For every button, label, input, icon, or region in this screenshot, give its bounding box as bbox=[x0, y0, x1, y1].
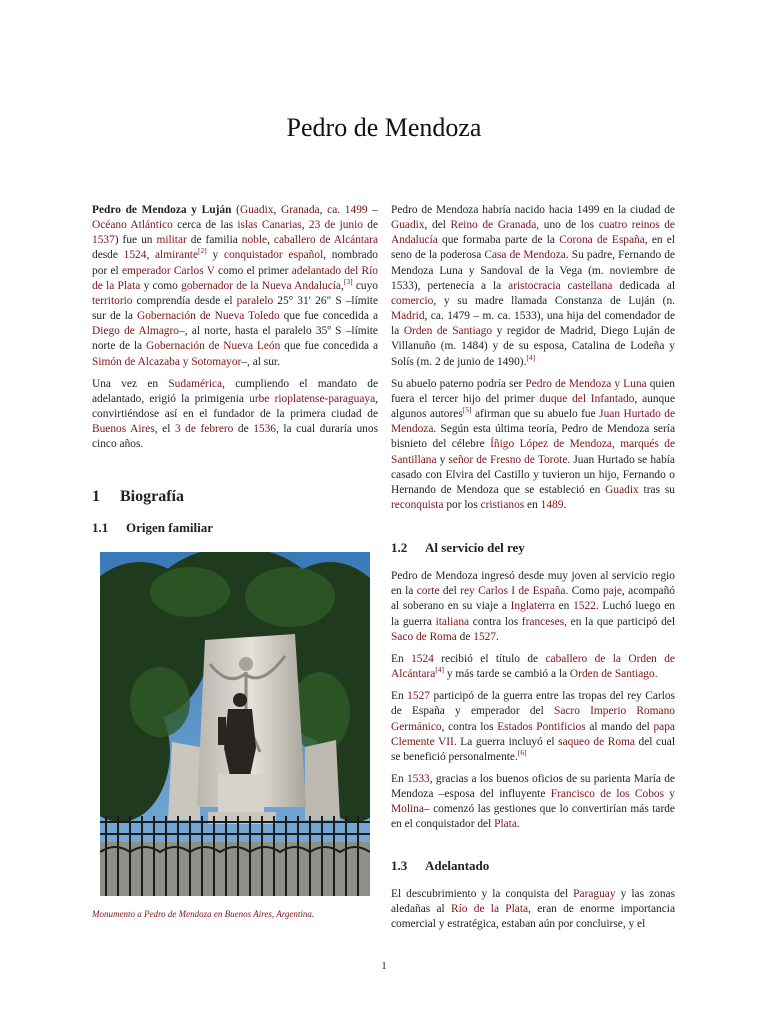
inline-link[interactable]: 3 de febrero bbox=[174, 423, 234, 436]
caption-text: en bbox=[211, 908, 225, 919]
inline-link[interactable]: Guadix bbox=[391, 219, 425, 232]
text-run: que fue concedida a bbox=[280, 340, 378, 353]
caption-link[interactable]: Monumento a Pedro de Mendoza bbox=[92, 908, 212, 919]
text-run: como el primer bbox=[214, 264, 292, 277]
caption-link[interactable]: Argentina bbox=[276, 908, 312, 919]
text-run: del bbox=[439, 585, 461, 598]
inline-link[interactable]: conquistador español bbox=[223, 249, 324, 262]
text-run: , la cual duraría unos cinco años. bbox=[92, 423, 378, 451]
text-run: . bbox=[563, 498, 567, 511]
page-number: 1 bbox=[381, 960, 387, 972]
text-run: y las zonas aledañas al bbox=[391, 887, 676, 915]
text-run: . Según esta última teoría, Pedro de Mendoza sería bisnieto del célebre bbox=[391, 423, 675, 451]
inline-link[interactable]: 1524 bbox=[411, 652, 434, 665]
text-run: , bbox=[267, 234, 274, 247]
inline-link[interactable]: aristocracia castellana bbox=[508, 279, 613, 292]
text-run: , del bbox=[424, 219, 451, 232]
text-run: . Como bbox=[565, 585, 603, 598]
subsection-title: Al servicio del rey bbox=[425, 540, 525, 556]
text-run: Pedro de Mendoza habría nacido hacia 1499 en la ciudad de bbox=[391, 204, 675, 216]
subsection-number: 1.1 bbox=[92, 519, 109, 535]
inline-link[interactable]: ca. 1499 bbox=[327, 204, 368, 216]
text-run: –, al sur. bbox=[241, 355, 280, 368]
text-run: . bbox=[496, 630, 499, 643]
subsection-number: 1.3 bbox=[391, 857, 408, 873]
citation-link[interactable]: [4] bbox=[526, 352, 536, 362]
paragraph bbox=[391, 569, 675, 645]
inline-link[interactable]: comercio bbox=[391, 294, 434, 307]
inline-link[interactable]: 1489 bbox=[540, 498, 564, 511]
citation bbox=[198, 247, 207, 256]
page-title: Pedro de Mendoza bbox=[286, 113, 482, 142]
inline-link[interactable]: Simón de Alcazaba y Sotomayor bbox=[92, 355, 242, 368]
inline-link[interactable]: cristianos bbox=[480, 498, 525, 511]
text-run: y regidor de Madrid, Diego Luján de Villanuño (m. 1484) y de su esposa, Catalina de Lodeña y Solís (m. 2 de junio de 1490). bbox=[391, 325, 676, 368]
inline-link[interactable]: 1524 bbox=[123, 249, 147, 262]
inline-link[interactable]: almirante bbox=[155, 249, 199, 262]
text-run: El descubrimiento y la conquista del bbox=[391, 887, 574, 900]
text-run: Una vez en bbox=[92, 377, 169, 390]
citation-link[interactable]: [2] bbox=[198, 246, 207, 256]
section-number: 1 bbox=[92, 487, 100, 505]
subsection-heading bbox=[391, 539, 675, 557]
text-run: , ca. 1479 – m. ca. 1533), una hija del comendador de la bbox=[391, 310, 675, 338]
inline-link[interactable]: Diego de Almagro bbox=[92, 325, 179, 338]
text-run: de bbox=[233, 423, 254, 436]
subsection-heading bbox=[92, 519, 378, 537]
text-run: , contra los bbox=[441, 720, 498, 733]
text-run: , bbox=[319, 204, 328, 216]
inline-link[interactable]: reconquista bbox=[391, 498, 444, 511]
text-run: . Juan Hurtado se había casado con Elvira del Castillo y tuvieron un hijo, Fernando o Hernando de Mendoza que se estableció en bbox=[391, 453, 675, 496]
text-run: , uno de los bbox=[536, 219, 599, 232]
inline-link[interactable]: Guadix bbox=[239, 204, 274, 216]
caption-text: . bbox=[311, 908, 315, 919]
subsection-heading bbox=[391, 857, 675, 875]
paragraph bbox=[391, 652, 675, 682]
text-run: 25° 31′ 26″ S –límite sur de la bbox=[92, 294, 378, 323]
text-run: , en el seno de la poderosa bbox=[391, 234, 676, 262]
text-run: desde bbox=[92, 249, 124, 262]
text-run: por los bbox=[443, 498, 481, 511]
inline-link[interactable]: 1527 bbox=[407, 690, 430, 703]
text-run: cuyo bbox=[352, 279, 378, 292]
section-title: Biografía bbox=[120, 487, 184, 505]
inline-link[interactable]: 1527 bbox=[473, 630, 497, 643]
text-run: ) fue un bbox=[114, 234, 157, 247]
caption-text: , bbox=[271, 908, 277, 919]
inline-link[interactable]: saqueo de Roma bbox=[558, 735, 635, 748]
inline-link[interactable]: islas Canarias bbox=[237, 219, 302, 232]
text-run: Su abuelo paterno podría ser bbox=[391, 377, 526, 390]
text-run: . La guerra incluyó el bbox=[453, 735, 559, 748]
text-run: y más tarde se cambió a la bbox=[444, 668, 570, 681]
text-run: , nombrado por el bbox=[92, 249, 378, 277]
inline-link[interactable]: Íñigo López de Mendoza, marqués de Santillana bbox=[391, 438, 676, 466]
text-run: en bbox=[554, 600, 574, 613]
text-run: , bbox=[273, 204, 282, 216]
inline-link[interactable]: señor de Fresno de Torote bbox=[448, 453, 568, 466]
text-run: . Su padre, Fernando de Mendoza Luna y Sandoval de la Vega (m. noviembre de 1533), pertenecía a la bbox=[391, 249, 675, 292]
inline-link[interactable]: Francisco de los Cobos y Molina bbox=[391, 788, 675, 816]
inline-link[interactable]: urbe rioplatense-paraguaya bbox=[249, 392, 376, 405]
inline-link[interactable]: 1533 bbox=[406, 773, 430, 785]
text-run: ( bbox=[231, 204, 240, 216]
inline-link[interactable]: 1536 bbox=[253, 423, 276, 436]
inline-link[interactable]: Orden de Santiago bbox=[569, 668, 655, 681]
inline-link[interactable]: papa Clemente VII bbox=[391, 720, 675, 748]
text-run: , convirtiéndose así en el fundador de la primera ciudad de bbox=[92, 392, 378, 421]
text-run: , cumpliendo el mandato de adelantado, erigió la primigenia bbox=[92, 377, 379, 405]
text-run: de bbox=[456, 630, 474, 643]
inline-link[interactable]: duque del Infantado bbox=[539, 392, 635, 405]
text-run: y como bbox=[140, 279, 182, 292]
inline-link[interactable]: Gobernación de Nueva Toledo bbox=[136, 310, 280, 323]
text-run: de bbox=[362, 219, 379, 232]
paragraph bbox=[391, 203, 675, 370]
text-run: , el bbox=[154, 423, 175, 436]
inline-link[interactable]: emperador Carlos V bbox=[121, 264, 215, 277]
inline-link[interactable]: Río de la Plata bbox=[451, 902, 529, 915]
inline-link[interactable]: caballero de Alcántara bbox=[273, 234, 378, 247]
figure-caption bbox=[92, 908, 378, 920]
inline-link[interactable]: corte bbox=[416, 585, 440, 598]
text-run: , aunque algunos autores bbox=[391, 392, 676, 421]
citation bbox=[518, 748, 527, 757]
inline-link[interactable]: Sudamérica bbox=[168, 377, 223, 390]
text-run: – bbox=[367, 204, 378, 216]
paragraph bbox=[391, 887, 675, 932]
text-run: , gracias a los buenos oficios de su parienta María de Mendoza –esposa del influyente bbox=[391, 773, 675, 801]
monument-image bbox=[100, 552, 370, 896]
text-run: , bbox=[146, 249, 155, 262]
left-column bbox=[92, 203, 378, 920]
text-run: que formaba parte de la bbox=[437, 234, 560, 247]
text-run: contra los bbox=[469, 615, 522, 628]
inline-link[interactable]: 1537 bbox=[92, 234, 115, 247]
intro-paragraph bbox=[92, 377, 378, 453]
inline-link[interactable]: Madrid bbox=[391, 310, 425, 323]
text-run: , eran de enorme importancia comercial y estratégica, estaban aún por concluirse, y el bbox=[391, 902, 675, 930]
text-run: Pedro de Mendoza ingresó desde muy joven al servicio regio en la bbox=[391, 570, 675, 598]
citation bbox=[526, 353, 535, 362]
right-column bbox=[391, 203, 675, 939]
caption-link[interactable]: Buenos Aires bbox=[224, 908, 272, 919]
text-run: recibió el título de bbox=[433, 652, 546, 665]
inline-link[interactable]: Plata bbox=[494, 818, 517, 831]
inline-link[interactable]: Sacro Imperio Romano Germánico bbox=[391, 705, 675, 733]
text-run: y bbox=[206, 249, 224, 262]
text-run: en bbox=[524, 498, 541, 511]
text-run: En bbox=[391, 773, 407, 785]
inline-link[interactable]: 1522 bbox=[573, 600, 596, 613]
inline-link[interactable]: paje bbox=[602, 585, 622, 598]
citation-link[interactable]: [6] bbox=[517, 748, 527, 758]
citation-link[interactable]: [3] bbox=[343, 276, 353, 286]
inline-link[interactable]: paralelo bbox=[236, 294, 274, 307]
text-run: quien fuera el tercer hijo del primer bbox=[391, 377, 675, 405]
inline-link[interactable]: franceses bbox=[521, 615, 565, 628]
inline-link[interactable]: Casa de Mendoza bbox=[484, 249, 566, 262]
text-run: de familia bbox=[186, 234, 242, 247]
inline-link[interactable]: Juan Hurtado de Mendoza bbox=[391, 408, 675, 436]
subsection-title: Origen familiar bbox=[126, 519, 214, 535]
inline-link[interactable]: noble bbox=[241, 234, 268, 247]
text-run: participó de la guerra entre las tropas del rey Carlos de España y emperador del bbox=[391, 690, 675, 718]
inline-link[interactable]: Guadix bbox=[605, 483, 639, 496]
inline-link[interactable]: Inglaterra bbox=[510, 600, 555, 613]
text-run: cerca de las bbox=[172, 219, 238, 232]
inline-link[interactable]: Océano Atlántico bbox=[92, 219, 173, 232]
intro-paragraph bbox=[92, 203, 378, 370]
text-run: que fue concedida a bbox=[279, 310, 378, 323]
inline-link[interactable]: Estados Pontificios bbox=[497, 720, 586, 733]
bold-term: Pedro de Mendoza y Luján bbox=[92, 204, 232, 216]
citation-link[interactable]: [5] bbox=[462, 405, 472, 415]
inline-link[interactable]: Saco de Roma bbox=[391, 630, 457, 643]
text-run: al mando del bbox=[585, 720, 654, 733]
inline-link[interactable]: militar bbox=[156, 234, 187, 247]
monument-photo bbox=[100, 552, 370, 896]
inline-link[interactable]: 23 de junio bbox=[308, 219, 363, 232]
citation-link[interactable]: [4] bbox=[435, 665, 445, 675]
text-run: En bbox=[391, 690, 408, 703]
text-run: tras su bbox=[638, 483, 675, 496]
text-run: y bbox=[436, 453, 449, 466]
section-heading bbox=[92, 487, 378, 507]
inline-link[interactable]: Paraguay bbox=[573, 887, 616, 900]
text-run: , en la que participó del bbox=[564, 615, 676, 628]
text-run: . bbox=[654, 668, 658, 681]
inline-link[interactable]: Pedro de Mendoza y Luna bbox=[525, 377, 647, 390]
text-run: . Luchó luego en la guerra bbox=[391, 600, 675, 628]
inline-link[interactable]: rey Carlos I de España bbox=[460, 585, 566, 598]
inline-link[interactable]: gobernador de la Nueva Andalucía bbox=[181, 279, 341, 292]
text-run: – comenzó las gestiones que lo convertirían más tarde en el conquistador del bbox=[391, 803, 675, 831]
subsection-title: Adelantado bbox=[425, 857, 490, 873]
citation bbox=[463, 405, 472, 414]
inline-link[interactable]: Buenos Aires bbox=[92, 423, 155, 436]
text-run: , bbox=[301, 219, 309, 232]
paragraph bbox=[391, 689, 675, 765]
text-run: , y su madre llamada Constanza de Luján (n. bbox=[433, 294, 675, 307]
citation bbox=[344, 277, 353, 286]
text-run: . bbox=[516, 818, 520, 831]
text-run: –, al norte, hasta el paralelo 35º S –límite norte de la bbox=[92, 325, 378, 353]
inline-link[interactable]: adelantado del Río de la Plata bbox=[92, 264, 379, 292]
text-run: , acompañó al soberano en su viaje a bbox=[391, 585, 675, 613]
inline-link[interactable]: Corona de España bbox=[559, 234, 645, 247]
text-run: En bbox=[391, 652, 412, 665]
inline-link[interactable]: Granada bbox=[281, 204, 320, 216]
inline-link[interactable]: italiana bbox=[435, 615, 470, 628]
text-run: , bbox=[340, 279, 344, 292]
inline-link[interactable]: territorio bbox=[92, 294, 133, 307]
inline-link[interactable]: Reino de Granada bbox=[450, 219, 537, 232]
inline-link[interactable]: cuatro reinos de Andalucía bbox=[391, 219, 675, 247]
paragraph bbox=[391, 377, 675, 513]
text-run: comprendía desde el bbox=[132, 294, 237, 307]
text-run: afirman que su abuelo fue bbox=[471, 408, 600, 421]
subsection-number: 1.2 bbox=[391, 540, 408, 556]
text-run: del cual se benefició personalmente. bbox=[391, 735, 676, 763]
text-run: dedicada al bbox=[612, 279, 675, 292]
inline-link[interactable]: caballero de la Orden de Alcántara bbox=[391, 652, 675, 681]
inline-link[interactable]: Orden de Santiago bbox=[403, 325, 493, 338]
paragraph bbox=[391, 772, 675, 833]
citation bbox=[435, 665, 444, 674]
inline-link[interactable]: Gobernación de Nueva León bbox=[145, 340, 281, 353]
